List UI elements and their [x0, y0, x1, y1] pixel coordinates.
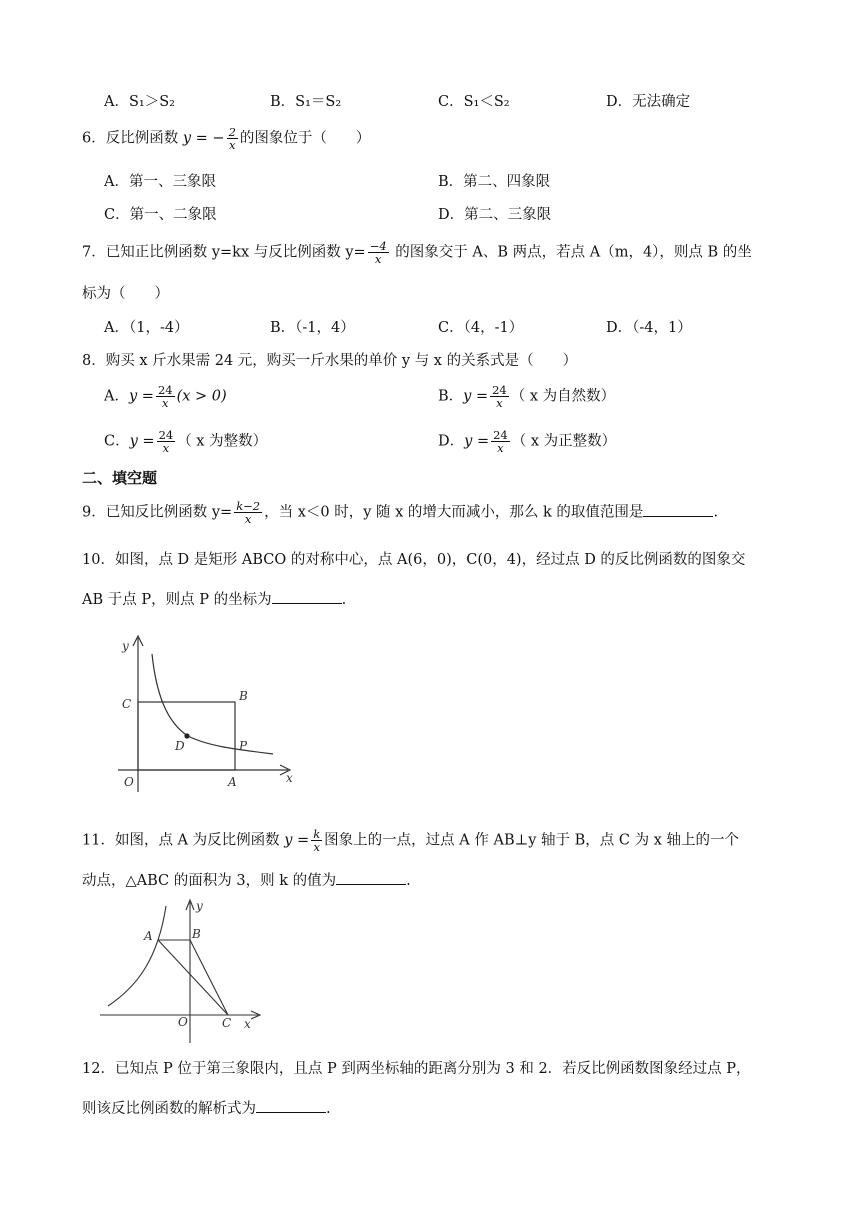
q9-answer-blank — [643, 502, 713, 517]
q8-option-d: D．y = $\frac{24}{x}$ （ x 为正整数） — [438, 428, 617, 455]
svg-text:B: B — [239, 689, 248, 703]
q6-option-a: A．第一、三象限 — [104, 174, 216, 190]
q8-option-c: C．y = $\frac{24}{x}$ （ x 为整数） — [104, 428, 268, 455]
q5-option-d: D．无法确定 — [606, 94, 691, 110]
svg-text:C: C — [122, 697, 132, 711]
q11-fraction: $\frac{k}{x}$ — [313, 827, 321, 854]
q10-stem: 10．如图，点 D 是矩形 ABCO 的对称中心，点 A(6，0)，C(0，4)，经过点 D 的反比例函数的图象交 — [82, 552, 746, 568]
q6-eq: y = − — [182, 130, 225, 147]
q7-option-b: B．（-1，4） — [270, 320, 355, 336]
q7-suffix: 的图象交于 A、B 两点，若点 A（m，4），则点 B 的坐 — [390, 244, 752, 261]
svg-text:x: x — [244, 1017, 251, 1031]
svg-text:x: x — [286, 771, 293, 785]
svg-text:y: y — [122, 639, 129, 653]
q6-option-b: B．第二、四象限 — [438, 174, 551, 190]
q9-stem: 9．已知反比例函数 y= $\frac{k-2}{x}$ ，当 x＜0 时，y 随 x 的增大而减小，那么 k 的取值范围是 . — [82, 499, 719, 526]
q10-figure — [108, 632, 308, 802]
q12-stem: 12．已知点 P 位于第三象限内，且点 P 到两坐标轴的距离分别为 3 和 2．若反比例函数图象经过点 P， — [82, 1061, 751, 1077]
q7-fraction: $\frac{-4}{x}$ — [369, 239, 387, 266]
section-heading-fill-in: 二、填空题 — [82, 469, 158, 487]
svg-text:C: C — [222, 1016, 232, 1030]
q6-option-c: C．第一、二象限 — [104, 207, 217, 223]
svg-text:A: A — [228, 775, 237, 789]
q6-option-d: D．第二、三象限 — [438, 207, 552, 223]
q11-figure — [98, 898, 268, 1048]
svg-text:A: A — [144, 929, 153, 943]
svg-text:O: O — [124, 775, 134, 789]
svg-text:y: y — [196, 899, 203, 913]
q7-prefix: 7．已知正比例函数 y=kx 与反比例函数 y= — [82, 244, 366, 261]
q5-option-a: A．S₁＞S₂ — [104, 94, 175, 110]
q7-option-c: C．（4，-1） — [438, 320, 524, 336]
q10-answer-blank — [272, 589, 342, 604]
q6-stem — [82, 126, 370, 151]
q5-option-b: B．S₁＝S₂ — [270, 94, 342, 110]
svg-text:P: P — [239, 739, 248, 753]
q8-stem: 8．购买 x 斤水果需 24 元，购买一斤水果的单价 y 与 x 的关系式是（ ） — [82, 353, 578, 369]
q7-option-d: D．（-4，1） — [606, 320, 692, 336]
svg-text:O: O — [178, 1015, 188, 1029]
q6-fraction: $\frac{2}{x}$ — [228, 125, 236, 152]
svg-text:D: D — [175, 739, 185, 753]
q6-prefix: 6．反比例函数 — [82, 130, 183, 147]
q6-suffix: 的图象位于（ ） — [239, 130, 371, 147]
q10-stem-line2: AB 于点 P，则点 P 的坐标为 . — [82, 588, 346, 609]
q5-option-c: C．S₁＜S₂ — [438, 94, 510, 110]
q7-stem-line2: 标为（ ） — [82, 286, 169, 302]
q11-answer-blank — [336, 870, 406, 885]
q12-answer-blank — [256, 1098, 326, 1113]
q12-stem-line2: 则该反比例函数的解析式为 . — [82, 1097, 331, 1118]
q11-stem-line2: 动点，△ABC 的面积为 3，则 k 的值为 . — [82, 869, 411, 890]
q11-stem: 11．如图，点 A 为反比例函数 y = $\frac{k}{x}$ 图象上的一点，过点 A 作 AB⊥y 轴于 B，点 C 为 x 轴上的一个 — [82, 827, 740, 854]
q8-option-a: A．y = $\frac{24}{x}$ (x > 0) — [104, 383, 227, 410]
q9-fraction: $\frac{k-2}{x}$ — [236, 499, 261, 526]
svg-text:B: B — [192, 927, 201, 941]
q7-stem — [82, 240, 752, 265]
q8-option-b: B．y = $\frac{24}{x}$ （ x 为自然数） — [438, 383, 616, 410]
q7-option-a: A．（1，-4） — [104, 320, 189, 336]
